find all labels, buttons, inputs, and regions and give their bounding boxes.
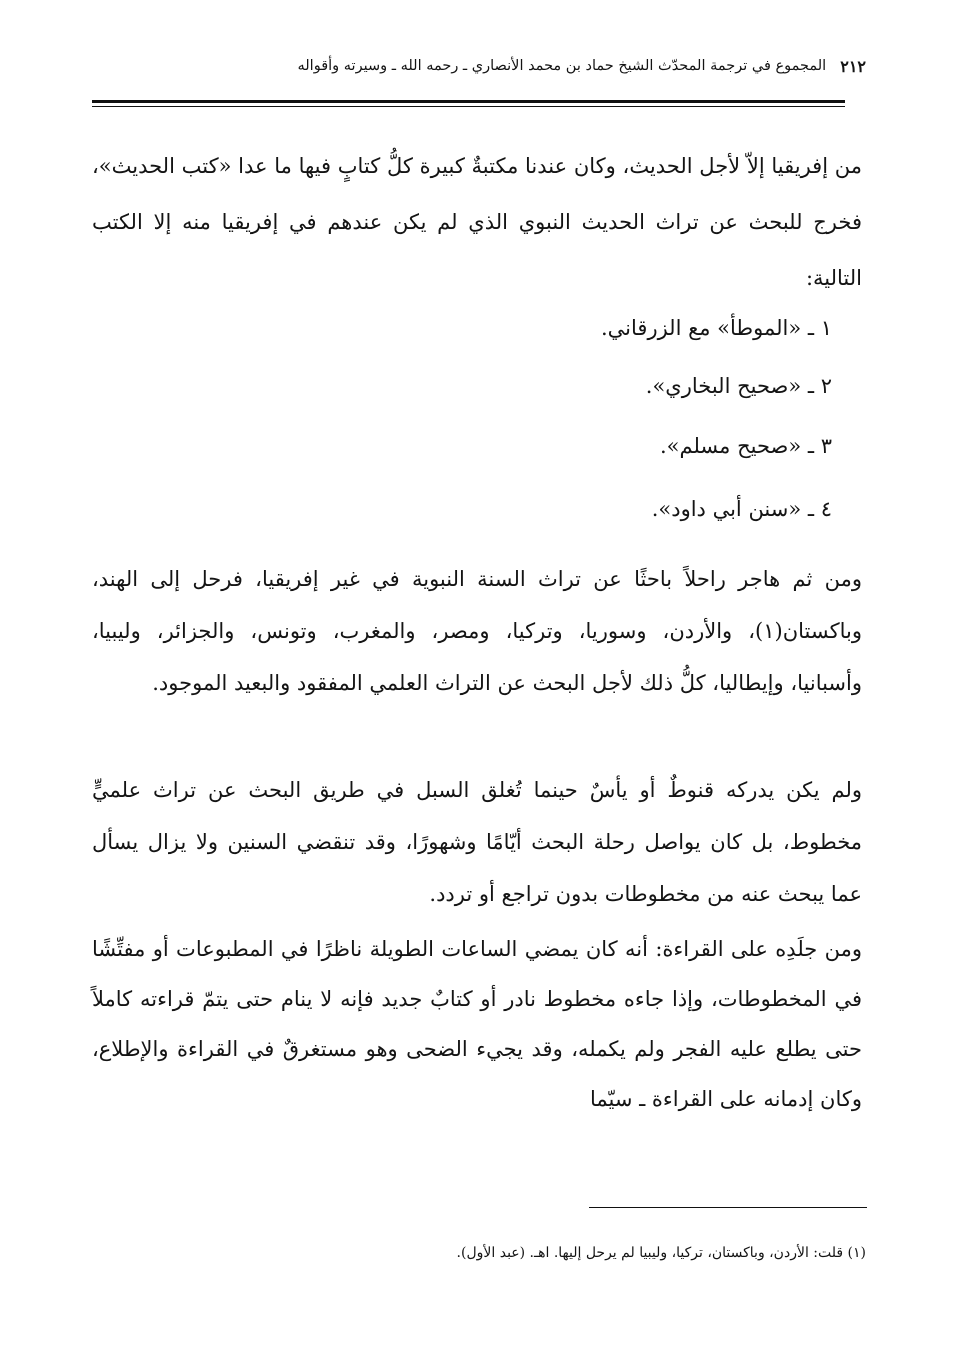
paragraph-travels: ومن ثم هاجر راحلاً باحثًا عن تراث السنة النبوية في غير إفريقيا، فرحل إلى الهند، وباكستان(١)، والأردن، وسوريا، وتركيا، ومصر، والمغرب، وتونس، والجزائر، وليبيا، وأسبانيا، وإيطاليا، كلُّ ذلك لأجل البحث عن التراث العلمي المفقود والبعيد الموجود. [92, 567, 862, 695]
footnote-1: (١) قلت: الأردن، وباكستان، تركيا، وليبيا لم يرحل إليها. اهـ. (عبد الأول). [456, 1245, 866, 1261]
running-title: المجموع في ترجمة المحدّث الشيخ حماد بن محمد الأنصاري ـ رحمه الله ـ وسيرته وأقواله [297, 58, 827, 74]
header-rule-thick [92, 100, 845, 103]
running-header [186, 50, 866, 82]
paragraph-intro: من إفريقيا إلاّ لأجل الحديث، وكان عندنا مكتبةٌ كبيرة كلُّ كتابٍ فيها ما عدا «كتب الحديث»، فخرج للبحث عن تراث الحديث النبوي الذي لم يكن عندهم في إفريقيا منه إلا الكتب التالية: [92, 154, 862, 290]
paragraph-perseverance: ولم يكن يدركه قنوطٌ أو يأسٌ حينما تُغلق السبل في طريق البحث عن تراث علميٍّ مخطوط، بل كان يواصل رحلة البحث أيّامًا وشهورًا، وقد تنقضي السنين ولا يزال يسأل عما يبحث عنه من مخطوطات بدون تراجع أو تردد. [92, 778, 862, 906]
header-rule-thin [92, 106, 845, 107]
page-number: ٢١٢ [840, 56, 866, 76]
footnote-rule [589, 1207, 867, 1208]
list-item-abu-dawud: ٤ ـ «سنن أبي داود». [651, 497, 832, 521]
list-item-muslim: ٣ ـ «صحيح مسلم». [659, 434, 832, 458]
paragraph-reading: ومن جلَدِه على القراءة: أنه كان يمضي الساعات الطويلة ناظرًا في المطبوعات أو مفتِّشًا في المخطوطات، وإذا جاءه مخطوط نادر أو كتابٌ جديد فإنه لا ينام حتى يتمّ قراءته كاملاً حتى يطلع عليه الفجر ولم يكمله، وقد يجيء الضحى وهو مستغرقٌ في القراءة والإطلاع، وكان إدمانه على القراءة ـ سيّما [92, 937, 862, 1111]
list-item-bukhari: ٢ ـ «صحيح البخاري». [645, 374, 832, 398]
list-item-muwatta: ١ ـ «الموطأ» مع الزرقاني. [600, 316, 832, 340]
